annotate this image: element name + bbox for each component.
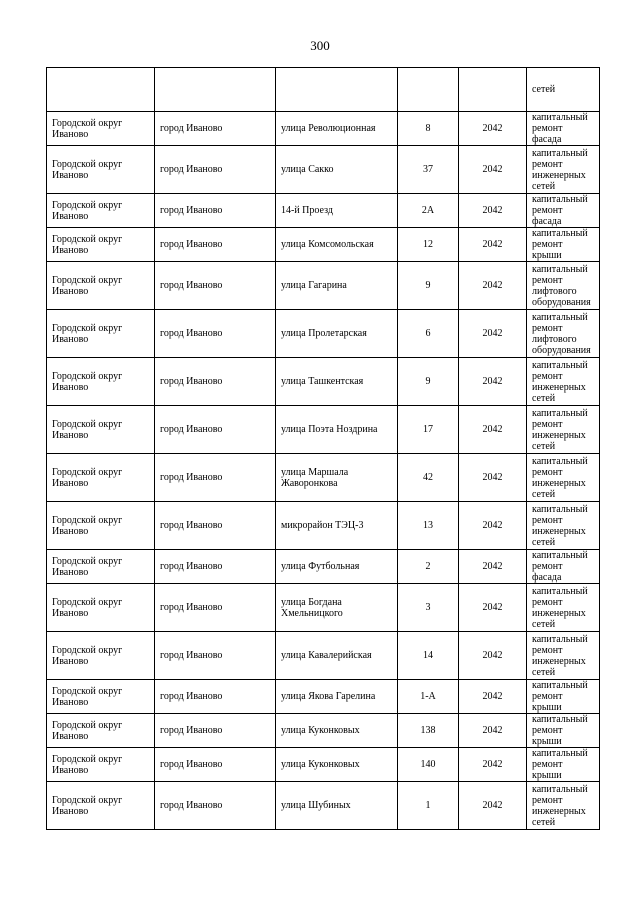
cell-house: 2 bbox=[398, 550, 459, 584]
cell-work: капитальный ремонт инженерных сетей bbox=[527, 146, 600, 194]
cell-street: улица Сакко bbox=[276, 146, 398, 194]
cell-year: 2042 bbox=[459, 748, 527, 782]
cell-settlement: город Иваново bbox=[155, 194, 276, 228]
table-row-continued bbox=[47, 68, 600, 112]
table-row bbox=[47, 502, 600, 550]
cell-house: 1-А bbox=[398, 680, 459, 714]
cell-year: 2042 bbox=[459, 680, 527, 714]
cell-street: улица Богдана Хмельницкого bbox=[276, 584, 398, 632]
cell-house: 138 bbox=[398, 714, 459, 748]
cell-work: капитальный ремонт крыши bbox=[527, 680, 600, 714]
cell-work: капитальный ремонт инженерных сетей bbox=[527, 584, 600, 632]
cell-street: микрорайон ТЭЦ-3 bbox=[276, 502, 398, 550]
cell-work: капитальный ремонт лифтового оборудования bbox=[527, 310, 600, 358]
cell-house: 9 bbox=[398, 262, 459, 310]
table-row bbox=[47, 782, 600, 830]
table-row bbox=[47, 228, 600, 262]
cell-settlement: город Иваново bbox=[155, 146, 276, 194]
cell-work: капитальный ремонт инженерных сетей bbox=[527, 454, 600, 502]
cell-settlement: город Иваново bbox=[155, 228, 276, 262]
table-row bbox=[47, 262, 600, 310]
cell-house: 9 bbox=[398, 358, 459, 406]
cell-district: Городской округ Иваново bbox=[47, 748, 155, 782]
cell-year: 2042 bbox=[459, 550, 527, 584]
cell-district: Городской округ Иваново bbox=[47, 112, 155, 146]
cell-street: улица Футбольная bbox=[276, 550, 398, 584]
cell-house: 14 bbox=[398, 632, 459, 680]
cell-year: 2042 bbox=[459, 502, 527, 550]
table-row bbox=[47, 146, 600, 194]
cell-street: улица Поэта Ноздрина bbox=[276, 406, 398, 454]
cell-district: Городской округ Иваново bbox=[47, 584, 155, 632]
cell-year: 2042 bbox=[459, 228, 527, 262]
cell-district: Городской округ Иваново bbox=[47, 502, 155, 550]
cell-street: улица Маршала Жаворонкова bbox=[276, 454, 398, 502]
table-row bbox=[47, 454, 600, 502]
cell-work: капитальный ремонт фасада bbox=[527, 550, 600, 584]
cell-street: улица Якова Гарелина bbox=[276, 680, 398, 714]
table-row bbox=[47, 406, 600, 454]
table-body bbox=[47, 68, 600, 830]
cell-street: улица Куконковых bbox=[276, 714, 398, 748]
cell-house: 2А bbox=[398, 194, 459, 228]
cell-work: капитальный ремонт фасада bbox=[527, 112, 600, 146]
cell-year: 2042 bbox=[459, 262, 527, 310]
cell-district: Городской округ Иваново bbox=[47, 406, 155, 454]
cell-settlement: город Иваново bbox=[155, 406, 276, 454]
cell-work: сетей bbox=[527, 68, 600, 112]
cell-work: капитальный ремонт инженерных сетей bbox=[527, 502, 600, 550]
cell-year: 2042 bbox=[459, 194, 527, 228]
cell-work: капитальный ремонт инженерных сетей bbox=[527, 632, 600, 680]
cell-year: 2042 bbox=[459, 406, 527, 454]
table-row bbox=[47, 112, 600, 146]
cell-house: 37 bbox=[398, 146, 459, 194]
cell-street: улица Пролетарская bbox=[276, 310, 398, 358]
cell-house: 17 bbox=[398, 406, 459, 454]
repair-schedule-table bbox=[46, 67, 600, 830]
cell-street: 14-й Проезд bbox=[276, 194, 398, 228]
cell-year: 2042 bbox=[459, 714, 527, 748]
cell-work: капитальный ремонт крыши bbox=[527, 748, 600, 782]
cell-district: Городской округ Иваново bbox=[47, 146, 155, 194]
cell-settlement: город Иваново bbox=[155, 632, 276, 680]
cell-year: 2042 bbox=[459, 310, 527, 358]
cell-settlement: город Иваново bbox=[155, 782, 276, 830]
cell-settlement: город Иваново bbox=[155, 358, 276, 406]
cell-work: капитальный ремонт инженерных сетей bbox=[527, 358, 600, 406]
cell-district: Городской округ Иваново bbox=[47, 550, 155, 584]
cell-street: улица Кавалерийская bbox=[276, 632, 398, 680]
cell-work: капитальный ремонт инженерных сетей bbox=[527, 406, 600, 454]
cell-settlement: город Иваново bbox=[155, 748, 276, 782]
table-row bbox=[47, 584, 600, 632]
cell-settlement: город Иваново bbox=[155, 550, 276, 584]
cell-work: капитальный ремонт инженерных сетей bbox=[527, 782, 600, 830]
table-row bbox=[47, 358, 600, 406]
cell-house: 42 bbox=[398, 454, 459, 502]
cell-district: Городской округ Иваново bbox=[47, 262, 155, 310]
table-row bbox=[47, 632, 600, 680]
cell-street: улица Революционная bbox=[276, 112, 398, 146]
cell-house: 6 bbox=[398, 310, 459, 358]
cell-year: 2042 bbox=[459, 632, 527, 680]
cell-work: капитальный ремонт крыши bbox=[527, 714, 600, 748]
cell-house: 12 bbox=[398, 228, 459, 262]
page-number: 300 bbox=[310, 38, 330, 53]
cell-settlement: город Иваново bbox=[155, 262, 276, 310]
table-row bbox=[47, 194, 600, 228]
cell-year: 2042 bbox=[459, 584, 527, 632]
cell-house: 13 bbox=[398, 502, 459, 550]
table-row bbox=[47, 714, 600, 748]
cell-year: 2042 bbox=[459, 454, 527, 502]
cell-work: капитальный ремонт фасада bbox=[527, 194, 600, 228]
cell-settlement bbox=[155, 68, 276, 112]
cell-house: 3 bbox=[398, 584, 459, 632]
cell-street bbox=[276, 68, 398, 112]
cell-district: Городской округ Иваново bbox=[47, 310, 155, 358]
cell-street: улица Ташкентская bbox=[276, 358, 398, 406]
cell-year bbox=[459, 68, 527, 112]
table-row bbox=[47, 748, 600, 782]
cell-house: 1 bbox=[398, 782, 459, 830]
cell-district: Городской округ Иваново bbox=[47, 632, 155, 680]
cell-district: Городской округ Иваново bbox=[47, 358, 155, 406]
cell-district: Городской округ Иваново bbox=[47, 228, 155, 262]
cell-settlement: город Иваново bbox=[155, 680, 276, 714]
cell-district: Городской округ Иваново bbox=[47, 454, 155, 502]
cell-settlement: город Иваново bbox=[155, 112, 276, 146]
cell-settlement: город Иваново bbox=[155, 584, 276, 632]
cell-work: капитальный ремонт крыши bbox=[527, 228, 600, 262]
cell-district bbox=[47, 68, 155, 112]
table-row bbox=[47, 680, 600, 714]
cell-house: 140 bbox=[398, 748, 459, 782]
cell-year: 2042 bbox=[459, 112, 527, 146]
cell-year: 2042 bbox=[459, 146, 527, 194]
cell-year: 2042 bbox=[459, 782, 527, 830]
cell-settlement: город Иваново bbox=[155, 502, 276, 550]
cell-street: улица Гагарина bbox=[276, 262, 398, 310]
cell-house bbox=[398, 68, 459, 112]
cell-settlement: город Иваново bbox=[155, 714, 276, 748]
cell-district: Городской округ Иваново bbox=[47, 714, 155, 748]
table-row bbox=[47, 310, 600, 358]
cell-house: 8 bbox=[398, 112, 459, 146]
cell-district: Городской округ Иваново bbox=[47, 194, 155, 228]
cell-street: улица Шубиных bbox=[276, 782, 398, 830]
cell-street: улица Куконковых bbox=[276, 748, 398, 782]
cell-year: 2042 bbox=[459, 358, 527, 406]
cell-settlement: город Иваново bbox=[155, 454, 276, 502]
cell-district: Городской округ Иваново bbox=[47, 680, 155, 714]
cell-district: Городской округ Иваново bbox=[47, 782, 155, 830]
cell-work: капитальный ремонт лифтового оборудования bbox=[527, 262, 600, 310]
cell-settlement: город Иваново bbox=[155, 310, 276, 358]
table-row bbox=[47, 550, 600, 584]
cell-street: улица Комсомольская bbox=[276, 228, 398, 262]
